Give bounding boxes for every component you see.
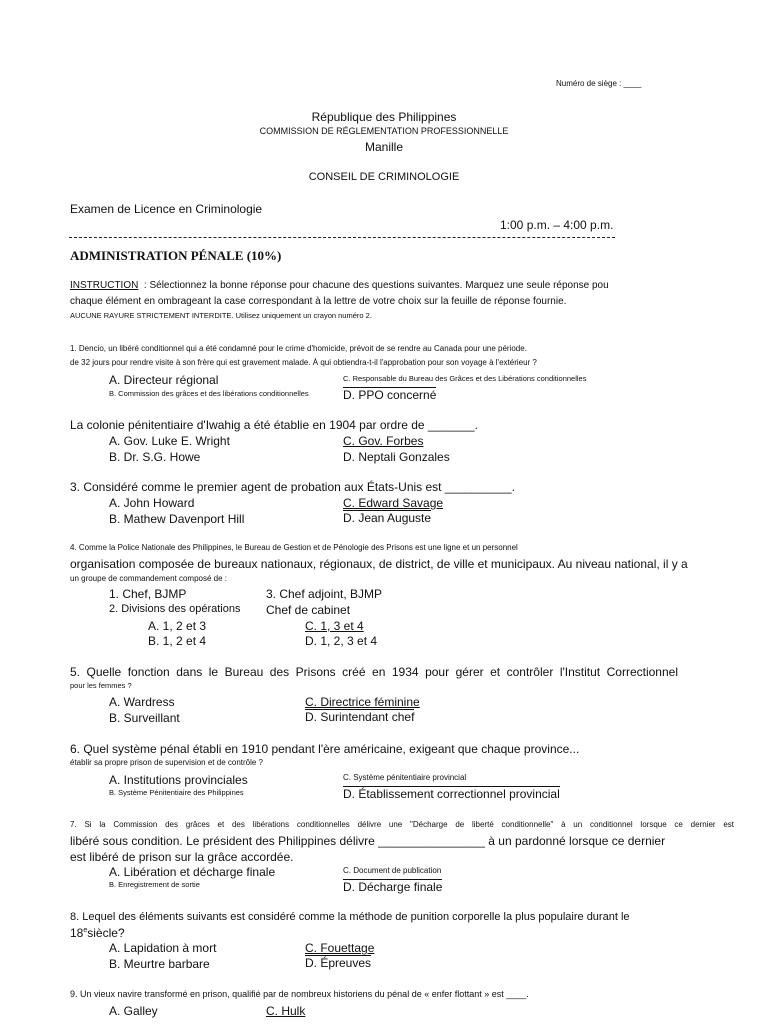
question-3-option-b: B. Mathew Davenport Hill — [109, 512, 245, 526]
header-exam: Examen de Licence en Criminologie — [70, 202, 263, 216]
question-4-item-2: 2. Divisions des opérations — [109, 603, 241, 615]
question-2-option-d: D. Neptali Gonzales — [343, 450, 450, 464]
question-9-option-a: A. Galley — [109, 1004, 158, 1018]
dashed-divider — [69, 237, 615, 238]
instruction-line3: AUCUNE RAYURE STRICTEMENT INTERDITE. Utilisez uniquement un crayon numéro 2. — [70, 311, 372, 320]
question-8-line2-rest: siècle? — [87, 926, 125, 940]
question-4-line2: organisation composée de bureaux nationaux, régionaux, de district, de ville et municipaux. Au niveau national, il y a — [70, 557, 688, 571]
seat-number — [556, 79, 641, 88]
question-4-line1: 4. Comme la Police Nationale des Philippines, le Bureau de Gestion et de Pénologie des Prisons est une ligne et un personnel — [70, 543, 518, 552]
question-9-line1: 9. Un vieux navire transformé en prison, qualifié par de nombreux historiens du pénal de « enfer flottant » est ____. — [70, 989, 529, 999]
question-5-line2: pour les femmes ? — [70, 681, 132, 690]
question-6-option-a: A. Institutions provinciales — [109, 773, 248, 787]
question-3-option-a: A. John Howard — [109, 496, 195, 510]
question-4-option-a: A. 1, 2 et 3 — [148, 619, 207, 633]
question-3-line1: 3. Considéré comme le premier agent de probation aux États-Unis est __________. — [70, 480, 515, 494]
question-8-option-d: D. Épreuves — [305, 956, 372, 970]
question-7-line1: 7. Si la Commission des grâces et des libérations conditionnelles délivre une "Décharge de liberté conditionnelle" à un conditionnel lorsque ce dernier est — [70, 820, 734, 829]
question-7-line3: est libéré de prison sur la grâce accordée. — [70, 850, 294, 864]
question-4-option-d: D. 1, 2, 3 et 4 — [305, 634, 378, 648]
question-4-item-4: Chef de cabinet — [266, 603, 351, 617]
question-3-option-d: D. Jean Auguste — [343, 511, 432, 525]
question-1-option-b: B. Commission des grâces et des libérations conditionnelles — [109, 389, 309, 398]
question-2-option-a: A. Gov. Luke E. Wright — [109, 434, 230, 448]
question-8-line1: 8. Lequel des éléments suivants est considéré comme la méthode de punition corporelle la plus populaire durant le — [70, 911, 630, 923]
question-1-option-d: D. PPO concerné — [343, 388, 437, 402]
question-1-option-c: C. Responsable du Bureau des Grâces et des Libérations conditionnelles — [343, 374, 587, 383]
question-4-item-3: 3. Chef adjoint, BJMP — [266, 587, 383, 601]
question-6-option-b: B. Système Pénitentiaire des Philippines — [109, 788, 244, 797]
question-2-option-c: C. Gov. Forbes — [343, 434, 424, 448]
question-6-line2: établir sa propre prison de supervision et de contrôle ? — [70, 758, 263, 767]
instruction-label: INSTRUCTION — [70, 280, 139, 291]
question-2-line1: La colonie pénitentiaire d'Iwahig a été établie en 1904 par ordre de _______. — [70, 418, 478, 432]
question-6-option-d: D. Établissement correctionnel provincial — [343, 787, 560, 801]
question-4-option-c: C. 1, 3 et 4 — [305, 619, 364, 633]
question-5-option-c: C. Directrice féminine — [305, 695, 420, 709]
question-5-option-b: B. Surveillant — [109, 711, 180, 725]
question-5-option-a: A. Wardress — [109, 695, 175, 709]
question-6-option-c: C. Système pénitentiaire provincial — [343, 773, 467, 782]
question-2-option-b: B. Dr. S.G. Howe — [109, 450, 201, 464]
question-5-option-d: D. Surintendant chef — [305, 710, 415, 724]
seat-number-blank: ____ — [623, 79, 642, 88]
question-8-line2 — [70, 926, 125, 940]
question-4-item-1: 1. Chef, BJMP — [109, 587, 187, 601]
question-6-line1: 6. Quel système pénal établi en 1910 pendant l'ère américaine, exigeant que chaque province... — [70, 742, 580, 756]
header-time: 1:00 p.m. – 4:00 p.m. — [500, 218, 614, 232]
question-4-line3: un groupe de commandement composé de : — [70, 574, 227, 583]
section-title: ADMINISTRATION PÉNALE (10%) — [70, 248, 282, 263]
header-city: Manille — [364, 140, 403, 154]
question-8-option-a: A. Lapidation à mort — [109, 941, 217, 955]
question-8-century: 18 — [70, 926, 84, 940]
question-7-option-b: B. Enregistrement de sortie — [109, 880, 200, 889]
question-7-option-c: C. Document de publication — [343, 866, 442, 875]
question-8-century-suffix: e — [83, 927, 88, 934]
question-8-option-b: B. Meurtre barbare — [109, 957, 210, 971]
question-1-option-a: A. Directeur régional — [109, 373, 219, 387]
question-1-line1: 1. Dencio, un libéré conditionnel qui a été condamné pour le crime d'homicide, prévoit de se rendre au Canada pour une période. — [70, 344, 527, 353]
instruction-line1 — [70, 280, 768, 291]
question-7-option-d: D. Décharge finale — [343, 880, 443, 894]
question-8-option-c: C. Fouettage — [305, 941, 375, 955]
instruction-line2: chaque élément en ombrageant la case correspondant à la lettre de votre choix sur la feuille de réponse fournie. — [70, 296, 567, 307]
question-4-option-b: B. 1, 2 et 4 — [148, 634, 207, 648]
question-3-option-c: C. Edward Savage — [343, 496, 444, 510]
question-7-option-a: A. Libération et décharge finale — [109, 865, 276, 879]
question-5-line1: 5. Quelle fonction dans le Bureau des Prisons créé en 1934 pour gérer et contrôler l'Institut Correctionnel — [70, 665, 678, 679]
question-9-option-c: C. Hulk — [266, 1004, 306, 1018]
question-7-line2: libéré sous condition. Le président des Philippines délivre ________________ à un pardonné lorsque ce dernier — [70, 834, 666, 848]
header-board: CONSEIL DE CRIMINOLOGIE — [308, 171, 460, 183]
header-commission: COMMISSION DE RÉGLEMENTATION PROFESSIONNELLE — [259, 126, 509, 136]
question-1-line2: de 32 jours pour rendre visite à son frère qui est gravement malade. À qui obtiendra-t-il l'approbation pour son voyage à l'extérieur ? — [70, 358, 537, 367]
seat-number-label: Numéro de siège : — [556, 79, 622, 88]
header-republic: République des Philippines — [311, 110, 457, 124]
instruction-text-1: : Sélectionnez la bonne réponse pour chacune des questions suivantes. Marquez une seule réponse pou — [143, 280, 609, 291]
